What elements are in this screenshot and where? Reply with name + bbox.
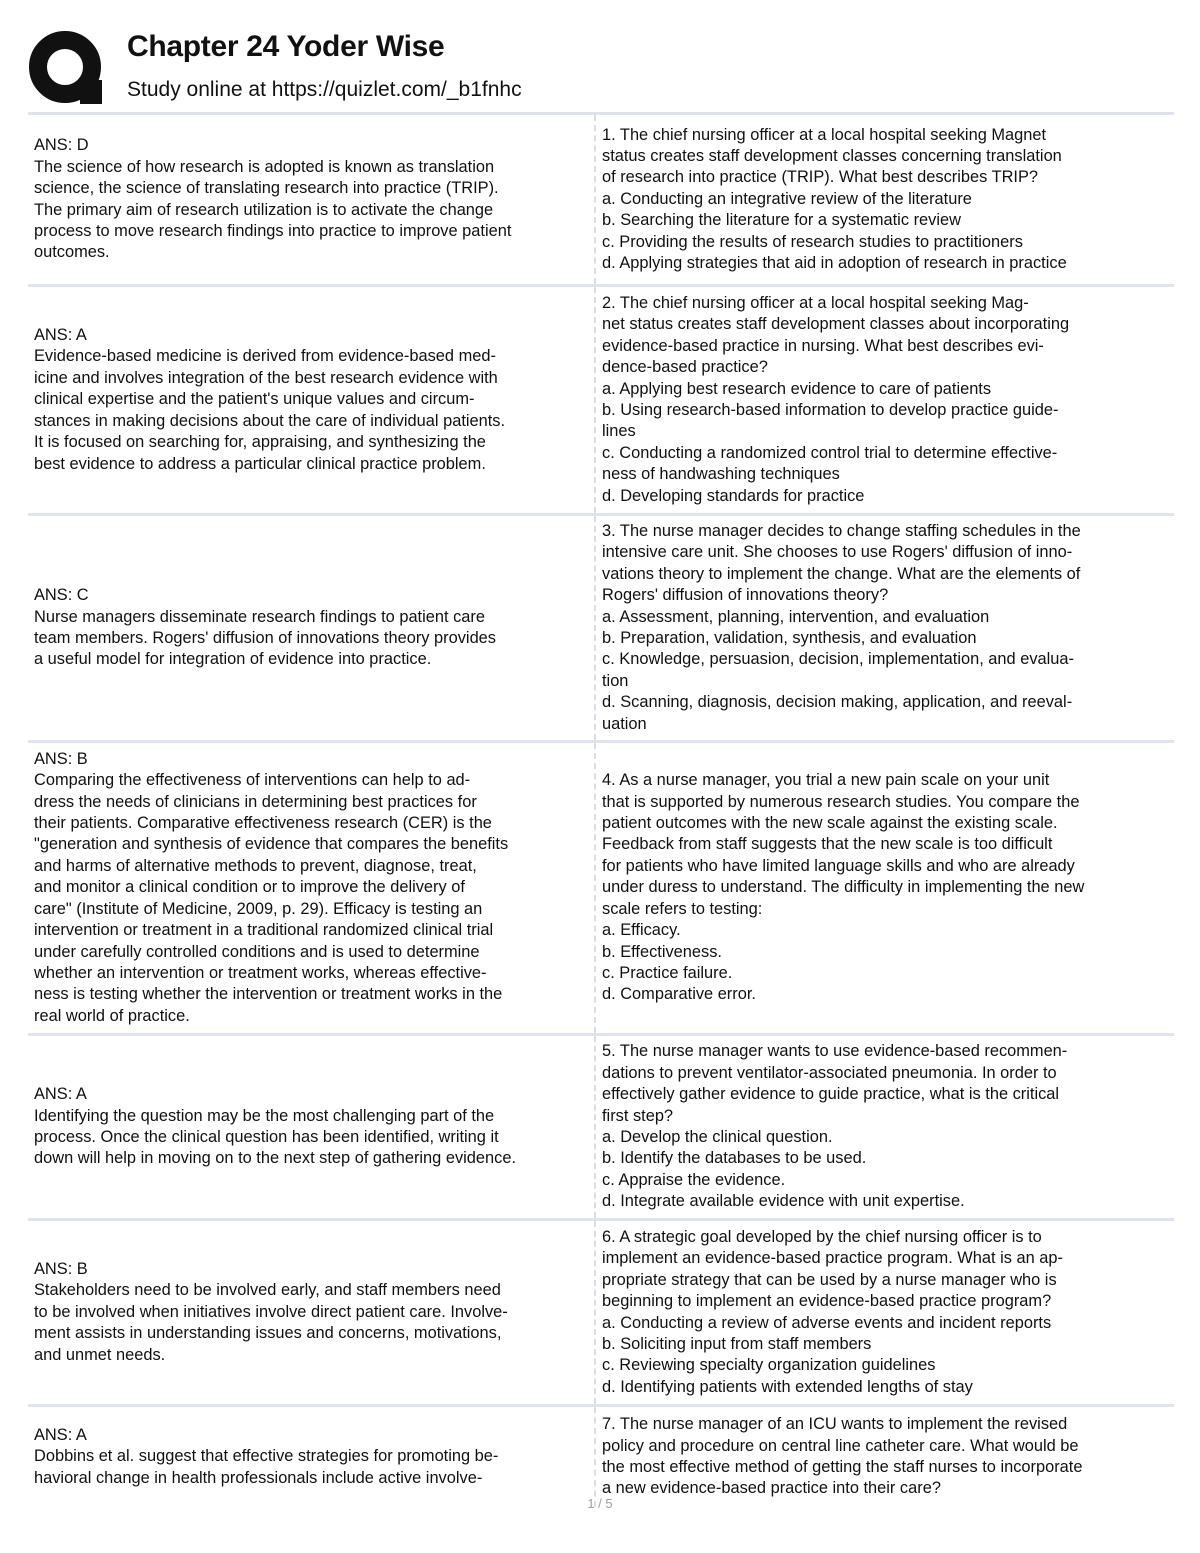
question-line: a. Applying best research evidence to care of patients [602,379,992,398]
answer-line: The science of how research is adopted is known as translation [34,157,495,176]
question-line: d. Scanning, diagnosis, decision making, application, and reeval- [602,693,1073,712]
answer-line: a useful model for integration of evidence into practice. [34,650,432,669]
answer-line: down will help in moving on to the next step of gathering evidence. [34,1149,517,1168]
question-line: 3. The nurse manager decides to change staffing schedules in the [602,521,1081,540]
answer-line: It is focused on searching for, appraising, and synthesizing the [34,433,486,452]
answer-line: under carefully controlled conditions and is used to determine [34,942,480,961]
question-line: c. Practice failure. [602,963,733,982]
answer-line: ANS: A [34,1085,87,1104]
answer-cell [28,287,596,513]
question-line: c. Conducting a randomized control trial to determine effective- [602,443,1058,462]
answer-line: and harms of alternative methods to prevent, diagnose, treat, [34,856,477,875]
flashcard [28,1033,1174,1218]
question-line: uation [602,714,647,733]
answer-cell [28,516,596,740]
question-line: vations theory to implement the change. What are the elements of [602,564,1081,583]
answer-line: Identifying the question may be the most challenging part of the [34,1106,495,1125]
question-line: intensive care unit. She chooses to use Rogers' diffusion of inno- [602,543,1073,562]
question-line: d. Comparative error. [602,985,756,1004]
answer-line: havioral change in health professionals include active involve- [34,1468,483,1487]
question-line: implement an evidence-based practice program. What is an ap- [602,1249,1063,1268]
question-line: first step? [602,1106,674,1125]
answer-line: and unmet needs. [34,1345,166,1364]
question-line: tion [602,671,629,690]
question-line: c. Providing the results of research studies to practitioners [602,232,1023,251]
question-cell [596,1036,1174,1218]
question-cell [596,516,1174,740]
question-line: lines [602,422,636,441]
answer-cell [28,1221,596,1404]
answer-line: ANS: A [34,326,87,345]
question-line: patient outcomes with the new scale against the existing scale. [602,814,1058,833]
question-line: under duress to understand. The difficulty in implementing the new [602,878,1085,897]
question-line: evidence-based practice in nursing. What best describes evi- [602,336,1044,355]
page-header [28,28,1178,108]
answer-line: ness is testing whether the intervention or treatment works in the [34,985,503,1004]
question-line: a. Develop the clinical question. [602,1128,833,1146]
answer-cell [28,115,596,284]
question-line: 5. The nurse manager wants to use evidence-based recommen- [602,1042,1068,1061]
answer-line: process to move research findings into practice to improve patient [34,221,512,240]
question-line: scale refers to testing: [602,899,763,918]
question-line: a. Efficacy. [602,921,681,940]
answer-cell [28,1407,596,1507]
answer-line: their patients. Comparative effectiveness research (CER) is the [34,814,492,833]
question-line: a new evidence-based practice into their care? [602,1479,941,1498]
question-cell [596,1221,1174,1404]
answer-line: outcomes. [34,243,110,262]
flashcard [28,1404,1174,1507]
answer-line: The primary aim of research utilization is to activate the change [34,200,494,219]
question-line: c. Appraise the evidence. [602,1170,786,1189]
question-line: status creates staff development classes concerning translation [602,146,1062,165]
question-cell [596,287,1174,513]
flashcard [28,1218,1174,1404]
answer-line: ANS: B [34,749,88,768]
answer-cell [28,743,596,1033]
question-cell [596,743,1174,1033]
question-line: the most effective method of getting the staff nurses to incorporate [602,1458,1083,1476]
flashcard [28,513,1174,740]
question-line: b. Preparation, validation, synthesis, and evaluation [602,629,977,647]
question-cell [596,115,1174,284]
answer-line: icine and involves integration of the best research evidence with [34,368,498,387]
flashcard [28,284,1174,513]
flashcard [28,740,1174,1033]
question-line: d. Developing standards for practice [602,486,865,505]
question-line: b. Identify the databases to be used. [602,1149,867,1168]
question-line: a. Assessment, planning, intervention, and evaluation [602,607,990,626]
question-line: 2. The chief nursing officer at a local hospital seeking Mag- [602,293,1029,312]
answer-line: ANS: B [34,1259,88,1278]
answer-line: best evidence to address a particular clinical practice problem. [34,454,486,473]
question-line: d. Integrate available evidence with unit expertise. [602,1192,965,1211]
answer-line: stances in making decisions about the care of individual patients. [34,411,506,430]
answer-line: team members. Rogers' diffusion of innovations theory provides [34,629,496,647]
question-line: b. Effectiveness. [602,942,722,961]
question-line: policy and procedure on central line catheter care. What would be [602,1436,1079,1455]
answer-line: real world of practice. [34,1006,190,1025]
answer-line: Comparing the effectiveness of interventions can help to ad- [34,771,471,790]
answer-line: "generation and synthesis of evidence that compares the benefits [34,835,509,854]
question-line: 6. A strategic goal developed by the chief nursing officer is to [602,1227,1042,1246]
question-line: dence-based practice? [602,358,768,377]
question-line: for patients who have limited language skills and who are already [602,856,1075,875]
answer-line: ANS: A [34,1425,87,1444]
question-line: of research into practice (TRIP). What best describes TRIP? [602,168,1039,187]
answer-line: whether an intervention or treatment works, whereas effective- [34,963,487,982]
question-line: beginning to implement an evidence-based practice program? [602,1292,1052,1311]
answer-line: to be involved when initiatives involve direct patient care. Involve- [34,1302,508,1321]
question-line: b. Using research-based information to develop practice guide- [602,401,1059,419]
answer-cell [28,1036,596,1218]
question-line: 4. As a nurse manager, you trial a new pain scale on your unit [602,771,1050,790]
answer-line: clinical expertise and the patient's unique values and circum- [34,390,475,409]
flashcard [28,112,1174,284]
answer-line: and monitor a clinical condition or to improve the delivery of [34,878,465,897]
answer-line: ANS: D [34,136,89,155]
quizlet-logo-icon [28,28,106,106]
question-line: net status creates staff development classes about incorporating [602,315,1070,334]
question-line: 7. The nurse manager of an ICU wants to implement the revised [602,1415,1068,1434]
answer-line: ANS: C [34,586,89,605]
question-line: b. Soliciting input from staff members [602,1334,872,1353]
question-line: dations to prevent ventilator-associated pneumonia. In order to [602,1063,1057,1082]
question-line: a. Conducting an integrative review of the literature [602,189,972,208]
question-cell [596,1407,1174,1507]
answer-line: Evidence-based medicine is derived from evidence-based med- [34,347,496,366]
answer-line: process. Once the clinical question has been identified, writing it [34,1128,499,1146]
question-line: c. Knowledge, persuasion, decision, implementation, and evalua- [602,650,1074,669]
answer-line: science, the science of translating research into practice (TRIP). [34,179,499,198]
answer-line: care" (Institute of Medicine, 2009, p. 29). Efficacy is testing an [34,899,483,918]
answer-line: ment assists in understanding issues and concerns, motivations, [34,1324,502,1343]
question-line: c. Reviewing specialty organization guidelines [602,1356,936,1375]
answer-line: intervention or treatment in a traditional randomized clinical trial [34,921,494,940]
question-line: d. Identifying patients with extended lengths of stay [602,1377,973,1396]
question-line: 1. The chief nursing officer at a local hospital seeking Magnet [602,125,1047,144]
flashcard-list [28,112,1174,1507]
question-line: effectively gather evidence to guide practice, what is the critical [602,1085,1060,1104]
question-line: Rogers' diffusion of innovations theory? [602,586,889,605]
question-line: propriate strategy that can be used by a nurse manager who is [602,1270,1057,1289]
page-title: Chapter 24 Yoder Wise [127,30,445,63]
question-line: a. Conducting a review of adverse events and incident reports [602,1313,1052,1332]
question-line: Feedback from staff suggests that the new scale is too difficult [602,835,1053,854]
question-line: that is supported by numerous research studies. You compare the [602,792,1080,811]
question-line: b. Searching the literature for a systematic review [602,211,961,230]
answer-line: dress the needs of clinicians in determining best practices for [34,792,477,811]
question-line: ness of handwashing techniques [602,465,840,484]
page-indicator: 1 / 5 [587,1496,613,1511]
question-line: d. Applying strategies that aid in adoption of research in practice [602,254,1067,273]
answer-line: Nurse managers disseminate research findings to patient care [34,607,485,626]
answer-line: Stakeholders need to be involved early, and staff members need [34,1281,501,1300]
answer-line: Dobbins et al. suggest that effective strategies for promoting be- [34,1447,499,1466]
study-online-link[interactable]: Study online at https://quizlet.com/_b1fnhc [127,78,522,101]
